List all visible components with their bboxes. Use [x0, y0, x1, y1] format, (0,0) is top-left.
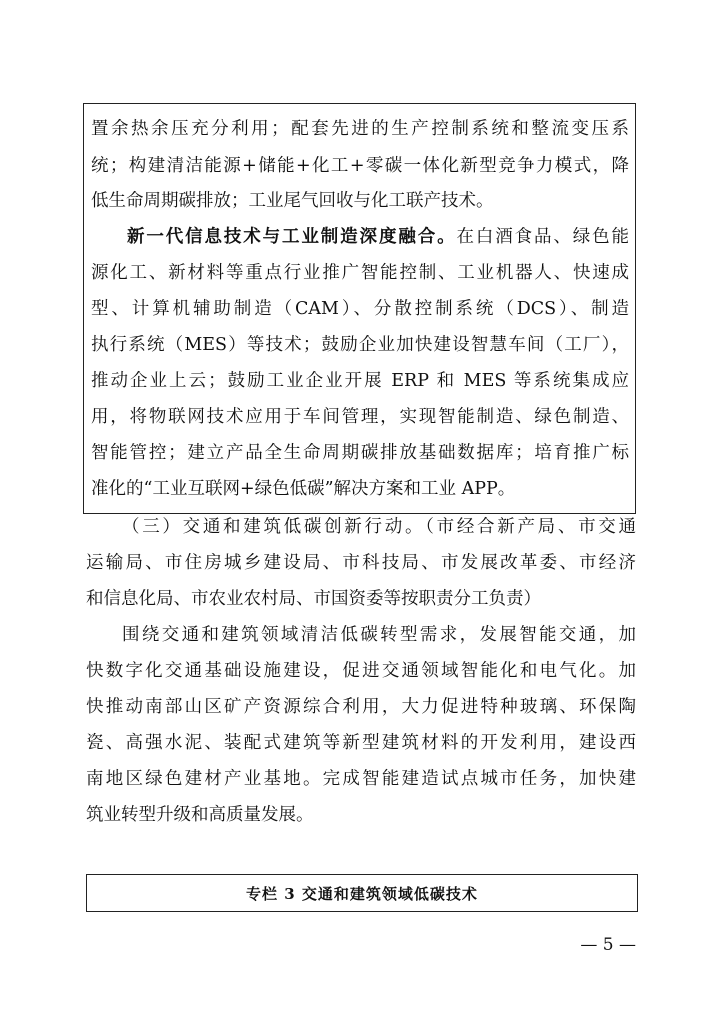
- paragraph-text: 在白酒食品、绿色能: [456, 227, 630, 247]
- technology-column-box: [83, 103, 636, 514]
- box-line-heading-paragraph: [91, 225, 629, 249]
- body-line: 快推动南部山区矿产资源综合利用，大力促进特种玻璃、环保陶: [86, 697, 636, 717]
- paragraph-heading: 新一代信息技术与工业制造深度融合。: [127, 227, 457, 247]
- box-line: 置余热余压充分利用；配套先进的生产控制系统和整流变压系: [91, 119, 629, 139]
- body-line: 南地区绿色建材产业基地。完成智能建造试点城市任务，加快建: [86, 769, 636, 789]
- body-line: 围绕交通和建筑领域清洁低碳转型需求，发展智能交通，加: [122, 625, 636, 645]
- box-line: 准化的“工业互联网+绿色低碳”解决方案和工业 APP。: [91, 479, 516, 499]
- box-line: 统；构建清洁能源+储能+化工+零碳一体化新型竞争力模式，降: [91, 156, 629, 176]
- box-line: 型、计算机辅助制造（CAM）、分散控制系统（DCS）、制造: [91, 299, 629, 319]
- box-line: 低生命周期碳排放；工业尾气回收与化工联产技术。: [91, 191, 494, 211]
- body-line: 和信息化局、市农业农村局、市国资委等按职责分工负责）: [86, 589, 541, 609]
- body-line: 筑业转型升级和高质量发展。: [86, 805, 314, 825]
- body-line: 瓷、高强水泥、装配式建筑等新型建筑材料的开发利用，建设西: [86, 733, 636, 753]
- body-line: 快数字化交通基础设施建设，促进交通领域智能化和电气化。加: [86, 661, 636, 681]
- box-line: 源化工、新材料等重点行业推广智能控制、工业机器人、快速成: [91, 263, 629, 283]
- column-title-box: [86, 874, 638, 912]
- box-line: 推动企业上云；鼓励工业企业开展 ERP 和 MES 等系统集成应: [91, 371, 629, 391]
- box-line: 执行系统（MES）等技术；鼓励企业加快建设智慧车间（工厂），: [91, 335, 629, 355]
- column-title: 专栏 3 交通和建筑领域低碳技术: [246, 884, 478, 903]
- box-line: 智能管控；建立产品全生命周期碳排放基础数据库；培育推广标: [91, 443, 629, 463]
- section-heading-line: （三）交通和建筑低碳创新行动。（市经合新产局、市交通: [122, 517, 636, 537]
- box-line: 用，将物联网技术应用于车间管理，实现智能制造、绿色制造、: [91, 407, 629, 427]
- page-number: — 5 —: [580, 935, 636, 955]
- body-line: 运输局、市住房城乡建设局、市科技局、市发展改革委、市经济: [86, 553, 636, 573]
